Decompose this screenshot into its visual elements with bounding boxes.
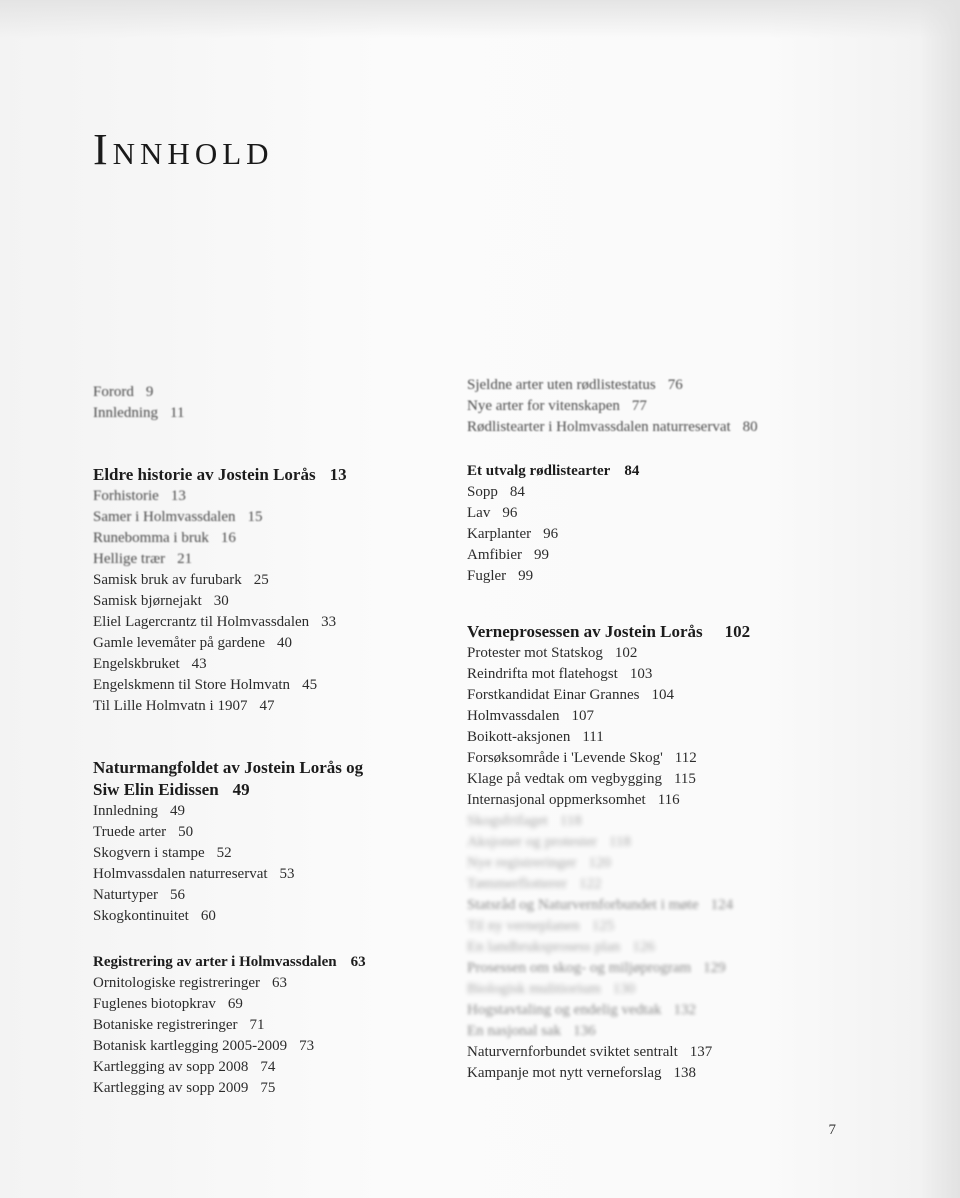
toc-entry-page: 84 xyxy=(509,484,525,500)
toc-entry-page: 118 xyxy=(608,834,631,850)
toc-section-heading[interactable] xyxy=(93,757,423,801)
toc-entry-title: Prosessen om skog- og miljøprogram xyxy=(467,960,692,976)
toc-entry-page: 13 xyxy=(170,488,186,504)
toc-entry[interactable] xyxy=(93,549,423,570)
toc-heading-title-line2: Siw Elin Eidissen xyxy=(93,780,219,799)
page-top-shadow xyxy=(0,0,960,38)
toc-heading-page: 49 xyxy=(232,780,250,799)
toc-entry[interactable] xyxy=(93,403,423,424)
toc-entry-page: 43 xyxy=(191,656,207,672)
toc-entry-title: Engelskbruket xyxy=(93,656,180,672)
toc-heading-title: Eldre historie av Jostein Lorås xyxy=(93,465,316,484)
toc-entry-page: 15 xyxy=(247,509,263,525)
toc-entry-title: Fuglenes biotopkrav xyxy=(93,996,216,1012)
toc-entry[interactable] xyxy=(467,727,837,748)
toc-heading-page: 84 xyxy=(624,463,640,479)
toc-entry-page: 111 xyxy=(582,729,604,745)
toc-heading-title: Verneprosessen av Jostein Lorås xyxy=(467,622,703,641)
toc-entry-page: 125 xyxy=(591,918,615,934)
toc-entry[interactable] xyxy=(93,994,423,1015)
toc-entry-page: 76 xyxy=(667,377,683,393)
toc-entry[interactable] xyxy=(467,874,837,895)
toc-entry[interactable] xyxy=(467,895,837,916)
toc-entry[interactable] xyxy=(93,654,423,675)
toc-entry-title: Internasjonal oppmerksomhet xyxy=(467,792,646,808)
toc-entry-page: 138 xyxy=(673,1065,697,1081)
toc-entry[interactable] xyxy=(93,612,423,633)
toc-entry-page: 136 xyxy=(573,1023,596,1039)
toc-heading-title: Registrering av arter i Holmvassdalen xyxy=(93,954,337,970)
toc-entry-title: Nye registreringer xyxy=(467,855,577,871)
toc-entry[interactable] xyxy=(93,1036,423,1057)
toc-entry[interactable] xyxy=(467,748,837,769)
toc-entry[interactable] xyxy=(467,769,837,790)
toc-entry[interactable] xyxy=(93,1078,423,1099)
toc-entry[interactable] xyxy=(467,482,837,503)
toc-entry-page: 112 xyxy=(674,750,697,766)
toc-entry-page: 116 xyxy=(657,792,680,808)
toc-section-heading[interactable] xyxy=(467,460,837,482)
toc-entry-title: Til Lille Holmvatn i 1907 xyxy=(93,698,248,714)
toc-entry[interactable] xyxy=(93,864,423,885)
toc-entry-page: 74 xyxy=(260,1059,276,1075)
toc-entry-title: Statsråd og Naturvernforbundet i møte xyxy=(467,897,699,913)
toc-section-heading[interactable] xyxy=(93,464,423,486)
toc-entry-title: En nasjonal sak xyxy=(467,1023,562,1039)
toc-entry-page: 104 xyxy=(651,687,674,703)
toc-entry[interactable] xyxy=(93,486,423,507)
toc-entry[interactable] xyxy=(467,1000,837,1021)
toc-heading-title-line1: Naturmangfoldet av Jostein Lorås og xyxy=(93,758,364,777)
toc-entry-title: Samisk bruk av furubark xyxy=(93,572,242,588)
toc-section-heading[interactable] xyxy=(93,951,423,973)
toc-entry[interactable] xyxy=(467,979,837,1000)
page-right-edge xyxy=(920,0,960,1198)
toc-heading-page: 63 xyxy=(350,954,366,970)
toc-entry[interactable] xyxy=(93,591,423,612)
toc-entry-title: Hogstavtaling og endelig vedtak xyxy=(467,1002,662,1018)
toc-entry-page: 126 xyxy=(632,939,655,955)
toc-entry[interactable] xyxy=(93,570,423,591)
toc-entry-title: Eliel Lagercrantz til Holmvassdalen xyxy=(93,614,310,630)
toc-entry[interactable] xyxy=(467,1042,837,1063)
toc-entry[interactable] xyxy=(467,503,837,524)
toc-entry-title: Naturvernforbundet sviktet sentralt xyxy=(467,1044,678,1060)
toc-entry[interactable] xyxy=(93,528,423,549)
toc-entry-page: 103 xyxy=(629,666,653,682)
toc-entry-title: En landbruksprosess plan xyxy=(467,939,621,955)
toc-entry-page: 96 xyxy=(502,505,518,521)
toc-entry-title: Rødlistearter i Holmvassdalen naturreservat xyxy=(467,419,731,435)
toc-entry-title: Kampanje mot nytt verneforslag xyxy=(467,1065,662,1081)
toc-entry[interactable] xyxy=(93,696,423,717)
toc-entry-title: Amfibier xyxy=(467,547,522,563)
toc-entry[interactable] xyxy=(93,843,423,864)
toc-entry-title: Nye arter for vitenskapen xyxy=(467,398,620,414)
toc-entry[interactable] xyxy=(467,937,837,958)
toc-entry[interactable] xyxy=(467,524,837,545)
toc-group-utvalg-rodlistearter xyxy=(467,460,837,587)
toc-entry-page: 21 xyxy=(177,551,193,567)
toc-entry[interactable] xyxy=(467,1063,837,1084)
toc-entry-title: Samisk bjørnejakt xyxy=(93,593,202,609)
toc-entry-page: 60 xyxy=(200,908,216,924)
toc-entry[interactable] xyxy=(467,566,837,587)
toc-entry-title: Tømmerflotterer xyxy=(467,876,567,892)
toc-entry[interactable] xyxy=(467,643,837,664)
toc-entry-title: Botaniske registreringer xyxy=(93,1017,238,1033)
toc-group-verneprosessen xyxy=(467,621,837,1084)
toc-entry-page: 25 xyxy=(253,572,269,588)
toc-entry-page: 71 xyxy=(249,1017,265,1033)
toc-entry-title: Innledning xyxy=(93,803,158,819)
toc-entry-title: Holmvassdalen naturreservat xyxy=(93,866,268,882)
toc-heading-page: 102 xyxy=(724,622,751,641)
toc-entry[interactable] xyxy=(467,685,837,706)
toc-entry-page: 40 xyxy=(277,635,292,651)
toc-entry[interactable] xyxy=(93,906,423,927)
toc-entry-page: 30 xyxy=(213,593,229,609)
toc-entry[interactable] xyxy=(467,958,837,979)
toc-entry-title: Protester mot Statskog xyxy=(467,645,603,661)
toc-entry-title: Kartlegging av sopp 2008 xyxy=(93,1059,249,1075)
toc-entry-title: Innledning xyxy=(93,405,158,421)
toc-entry-title: Skogsfrifaget xyxy=(467,813,548,829)
toc-entry[interactable] xyxy=(467,417,837,438)
toc-entry-page: 122 xyxy=(578,876,602,892)
toc-entry-title: Ornitologiske registreringer xyxy=(93,975,261,991)
toc-entry-page: 52 xyxy=(216,845,232,861)
toc-entry[interactable] xyxy=(93,382,423,403)
toc-entry[interactable] xyxy=(467,375,837,396)
toc-entry[interactable] xyxy=(467,811,837,832)
toc-left-column xyxy=(93,382,423,1099)
toc-entry-page: 53 xyxy=(279,866,295,882)
toc-entry-title: Biologisk mulitiorium xyxy=(467,981,601,997)
toc-entry-title: Hellige trær xyxy=(93,551,166,567)
toc-entry-title: Skogvern i stampe xyxy=(93,845,205,861)
toc-entry-title: Sjeldne arter uten rødlistestatus xyxy=(467,377,656,393)
toc-heading-title: Et utvalg rødlistearter xyxy=(467,463,611,479)
toc-entry-page: 33 xyxy=(321,614,337,630)
toc-entry-title: Gamle levemåter på gardene xyxy=(93,635,265,651)
toc-entry-title: Truede arter xyxy=(93,824,167,840)
toc-group-eldre-historie xyxy=(93,464,423,717)
page-number: 7 xyxy=(828,1122,836,1138)
toc-entry[interactable] xyxy=(467,396,837,417)
toc-entry-title: Boikott-aksjonen xyxy=(467,729,571,745)
toc-entry-page: 45 xyxy=(302,677,318,693)
toc-entry-page: 124 xyxy=(710,897,734,913)
toc-entry-title: Skogkontinuitet xyxy=(93,908,189,924)
toc-entry-page: 56 xyxy=(169,887,185,903)
toc-entry-title: Forhistorie xyxy=(93,488,159,504)
toc-entry-page: 73 xyxy=(299,1038,315,1054)
toc-entry[interactable] xyxy=(93,1015,423,1036)
toc-section-heading[interactable] xyxy=(467,621,837,643)
toc-entry-page: 80 xyxy=(742,419,758,435)
toc-entry[interactable] xyxy=(93,507,423,528)
toc-entry-title: Fugler xyxy=(467,568,507,584)
toc-entry-title: Forstkandidat Einar Grannes xyxy=(467,687,640,703)
toc-entry-title: Sopp xyxy=(467,484,498,500)
toc-entry[interactable] xyxy=(93,885,423,906)
toc-group-naturmangfoldet xyxy=(93,757,423,927)
toc-entry-title: Samer i Holmvassdalen xyxy=(93,509,236,525)
toc-entry-page: 115 xyxy=(673,771,696,787)
toc-entry-page: 99 xyxy=(533,547,549,563)
toc-entry-page: 69 xyxy=(227,996,243,1012)
toc-entry-title: Forord xyxy=(93,384,134,400)
toc-entry-page: 96 xyxy=(543,526,559,542)
toc-entry-title: Botanisk kartlegging 2005-2009 xyxy=(93,1038,288,1054)
toc-entry-page: 63 xyxy=(272,975,288,991)
toc-entry-page: 118 xyxy=(559,813,582,829)
toc-entry[interactable] xyxy=(467,545,837,566)
toc-entry-title: Lav xyxy=(467,505,491,521)
toc-entry-page: 102 xyxy=(614,645,638,661)
toc-heading-page: 13 xyxy=(329,465,347,484)
toc-entry-title: Engelskmenn til Store Holmvatn xyxy=(93,677,291,693)
toc-entry-page: 132 xyxy=(673,1002,697,1018)
toc-entry[interactable] xyxy=(93,675,423,696)
toc-entry-page: 49 xyxy=(170,803,185,819)
toc-entry-page: 129 xyxy=(703,960,726,976)
toc-entry[interactable] xyxy=(93,801,423,822)
toc-entry[interactable] xyxy=(93,822,423,843)
toc-entry-page: 75 xyxy=(260,1080,276,1096)
toc-entry[interactable] xyxy=(467,706,837,727)
toc-entry[interactable] xyxy=(467,853,837,874)
toc-entry[interactable] xyxy=(93,1057,423,1078)
toc-entry[interactable] xyxy=(467,1021,837,1042)
toc-entry-page: 107 xyxy=(571,708,594,724)
toc-entry-title: Kartlegging av sopp 2009 xyxy=(93,1080,249,1096)
toc-entry-page: 47 xyxy=(259,698,275,714)
toc-entry-page: 137 xyxy=(689,1044,713,1060)
page-title: Innhold xyxy=(93,125,274,174)
toc-entry[interactable] xyxy=(467,790,837,811)
toc-entry-title: Karplanter xyxy=(467,526,532,542)
toc-entry-title: Holmvassdalen xyxy=(467,708,560,724)
toc-entry-title: Reindrifta mot flatehogst xyxy=(467,666,618,682)
toc-entry-page: 77 xyxy=(631,398,647,414)
toc-entry-page: 50 xyxy=(178,824,194,840)
toc-entry-title: Runebomma i bruk xyxy=(93,530,209,546)
toc-entry[interactable] xyxy=(467,916,837,937)
toc-entry[interactable] xyxy=(93,633,423,654)
toc-entry-title: Naturtyper xyxy=(93,887,158,903)
toc-entry[interactable] xyxy=(467,832,837,853)
toc-entry-title: Forsøksområde i 'Levende Skog' xyxy=(467,750,663,766)
toc-entry-title: Klage på vedtak om vegbygging xyxy=(467,771,662,787)
toc-entry[interactable] xyxy=(467,664,837,685)
toc-right-column xyxy=(467,375,837,1084)
toc-entry-page: 16 xyxy=(220,530,236,546)
toc-group-rodliste xyxy=(467,375,837,438)
toc-entry-page: 120 xyxy=(588,855,612,871)
toc-entry-page: 130 xyxy=(612,981,636,997)
toc-entry[interactable] xyxy=(93,973,423,994)
toc-entry-title: Aksjoner og protester xyxy=(467,834,597,850)
toc-entry-page: 9 xyxy=(145,384,154,400)
toc-entry-title: Til ny verneplanen xyxy=(467,918,580,934)
toc-group-front-matter xyxy=(93,382,423,424)
toc-entry-page: 11 xyxy=(170,405,185,421)
toc-entry-page: 99 xyxy=(518,568,534,584)
toc-group-registrering xyxy=(93,951,423,1099)
